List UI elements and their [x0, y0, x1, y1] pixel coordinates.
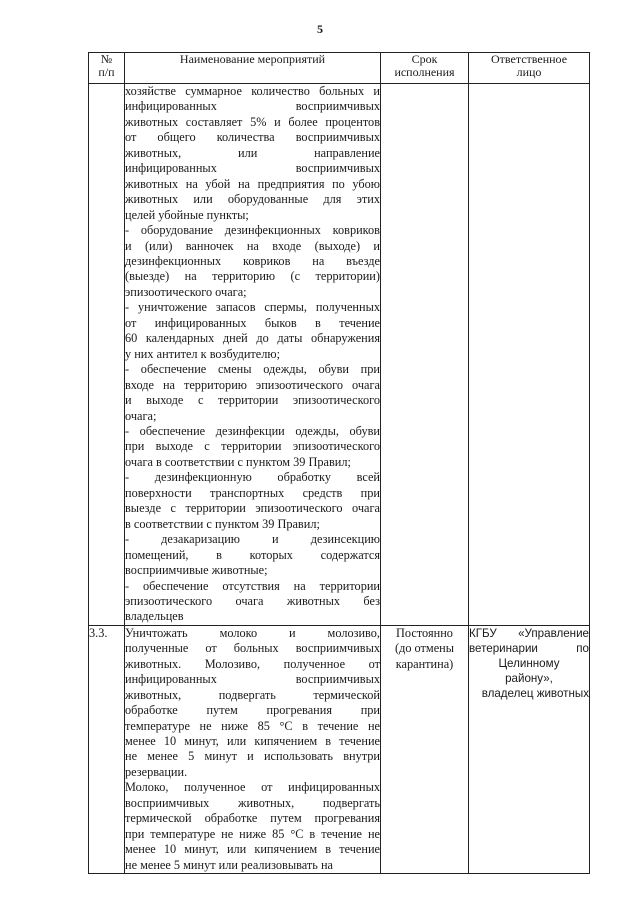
deadline-line: Постоянно	[396, 625, 453, 640]
text-line: не менее 5 минут и использовать внутри	[125, 749, 380, 764]
row-deadline	[381, 625, 469, 873]
header-deadline-line1: Срок	[411, 52, 438, 66]
responsible-line: владелец животных	[481, 686, 589, 700]
row-responsible	[469, 625, 590, 873]
measure-paragraph	[125, 84, 380, 625]
text-line: - обеспечение дезинфекции одежды, обуви	[125, 423, 380, 438]
header-number-line2: п/п	[98, 65, 115, 79]
text-line: термической обработке путем прогревания	[125, 811, 380, 826]
text-line: инфицированных восприимчивых	[125, 161, 380, 176]
row-number: 3.3.	[89, 625, 125, 873]
row-measure-text	[125, 625, 381, 873]
text-line: животных, или направление	[125, 145, 380, 160]
text-line: - дезинфекционную обработку всей	[125, 470, 380, 485]
text-line: дезинфекционных ковриков на въезде	[125, 253, 380, 268]
text-line: температуре не ниже 85 °С в течение не	[125, 718, 380, 733]
header-number	[89, 53, 125, 84]
text-line: эпизоотического очага;	[125, 284, 247, 299]
header-deadline-line2: исполнения	[394, 65, 455, 79]
text-line: очага в соответствии с пунктом 39 Правил;	[125, 454, 351, 469]
text-line: восприимчивых животных, подвергать	[125, 795, 380, 810]
text-line: восприимчивые животные;	[125, 563, 268, 578]
responsible-line: Целинному	[498, 656, 560, 670]
header-responsible-line2: лицо	[516, 65, 542, 79]
header-measures-label: Наименование мероприятий	[179, 52, 326, 66]
text-line: - уничтожение запасов спермы, полученных	[125, 300, 380, 315]
header-responsible-line1: Ответственное	[490, 52, 568, 66]
row-number	[89, 84, 125, 626]
text-line: помещений, в которых содержатся	[125, 547, 380, 562]
text-line: животных. Молозиво, полученное от	[125, 656, 380, 671]
text-line: - оборудование дезинфекционных ковриков	[125, 223, 380, 238]
header-measures	[125, 53, 381, 84]
text-line: животных на убой на предприятия по убою	[125, 176, 380, 191]
row-responsible	[469, 84, 590, 626]
responsible-line: ветеринарии по	[469, 641, 589, 655]
text-line: выезде с территории эпизоотического очага	[125, 501, 380, 516]
measure-paragraph	[125, 626, 380, 873]
text-line: животных составляет 5% и более процентов	[125, 114, 380, 129]
deadline-line: (до отмены	[394, 641, 455, 656]
text-line: поверхности транспортных средств при	[125, 485, 380, 500]
header-number-line1: №	[100, 52, 113, 66]
deadline-line: карантина)	[395, 656, 454, 671]
text-line: менее 10 минут, или кипячением в течение	[125, 734, 380, 749]
text-line: в соответствии с пунктом 39 Правил;	[125, 516, 320, 531]
text-line: (выезде) на территорию (с территории)	[125, 269, 380, 284]
text-line: обработке путем прогревания при	[125, 703, 380, 718]
text-line: и (или) ванночек на входе (выходе) и	[125, 238, 380, 253]
text-line: резервации.	[125, 764, 188, 779]
text-line: 60 календарных дней до даты обнаружения	[125, 331, 380, 346]
text-line: хозяйстве суммарное количество больных и	[125, 84, 380, 98]
text-line: Молоко, полученное от инфицированных	[125, 780, 380, 795]
header-responsible	[469, 53, 590, 84]
text-line: входе на территорию эпизоотического очага	[125, 377, 380, 392]
text-line: очага;	[125, 408, 157, 423]
text-line: от инфицированных быков в течение	[125, 315, 380, 330]
table-row	[89, 625, 590, 873]
text-line: владельцев	[125, 609, 184, 624]
text-line: от общего количества восприимчивых	[125, 130, 380, 145]
responsible-line: району»,	[505, 671, 553, 685]
page-number: 5	[317, 22, 323, 36]
text-line: при выходе с территории эпизоотического	[125, 439, 380, 454]
text-line: целей убойные пункты;	[125, 207, 249, 222]
table-header-row	[89, 53, 590, 84]
text-line: - обеспечение смены одежды, обуви при	[125, 362, 380, 377]
row-measure-text	[125, 84, 381, 626]
row-deadline	[381, 84, 469, 626]
text-line: и выходе с территории эпизоотического	[125, 393, 380, 408]
table-row	[89, 84, 590, 626]
text-line: менее 10 минут, или кипячением в течение	[125, 842, 380, 857]
text-line: Уничтожать молоко и молозиво,	[125, 625, 380, 640]
text-line: животных или оборудованные для этих	[125, 192, 380, 207]
text-line: - дезакаризацию и дезинсекцию	[125, 532, 380, 547]
text-line: при температуре не ниже 85 °С в течение не	[125, 826, 380, 841]
text-line: инфицированных восприимчивых	[125, 672, 380, 687]
header-deadline	[381, 53, 469, 84]
text-line: - обеспечение отсутствия на территории	[125, 578, 380, 593]
responsible-line: КГБУ «Управление	[469, 626, 589, 640]
text-line: у них антител к возбудителю;	[125, 346, 280, 361]
text-line: полученные от больных восприимчивых	[125, 641, 380, 656]
text-line: не менее 5 минут или реализовывать на	[125, 857, 333, 872]
measures-table	[88, 52, 590, 874]
text-line: инфицированных восприимчивых	[125, 99, 380, 114]
text-line: эпизоотического очага животных без	[125, 593, 380, 608]
text-line: животных, подвергать термической	[125, 687, 380, 702]
